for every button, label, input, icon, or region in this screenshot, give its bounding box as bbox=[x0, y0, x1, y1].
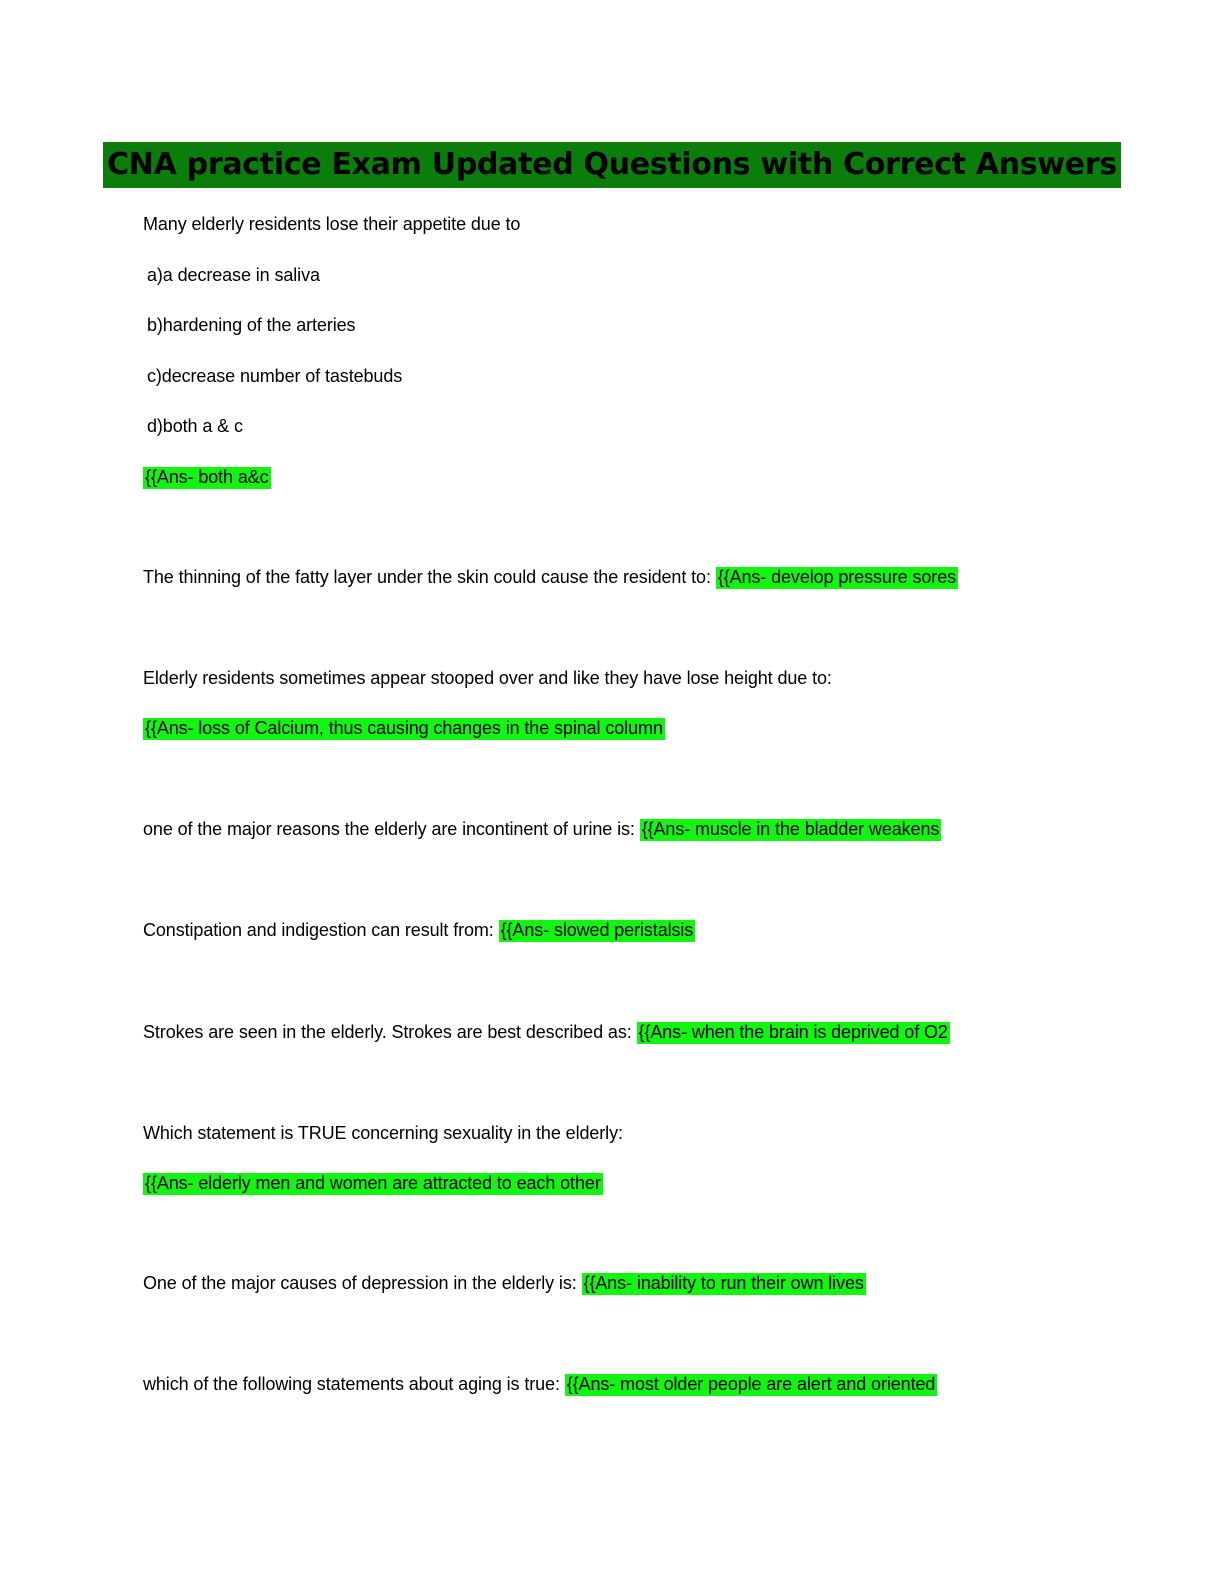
question-9 bbox=[143, 1372, 937, 1396]
answer-highlight: {{Ans- muscle in the bladder weakens bbox=[641, 819, 940, 839]
question-1-answer bbox=[143, 465, 271, 489]
question-text: Many elderly residents lose their appetite due to bbox=[143, 214, 521, 234]
question-5 bbox=[143, 918, 695, 942]
answer-highlight: {{Ans- most older people are alert and oriented bbox=[566, 1374, 936, 1394]
option-text: b)hardening of the arteries bbox=[147, 315, 356, 335]
question-6 bbox=[143, 1020, 950, 1044]
question-text: Elderly residents sometimes appear stooped over and like they have lose height due to: bbox=[143, 668, 832, 688]
question-text: Strokes are seen in the elderly. Strokes are best described as: bbox=[143, 1022, 637, 1042]
question-text: One of the major causes of depression in the elderly is: bbox=[143, 1273, 582, 1293]
answer-highlight: {{Ans- loss of Calcium, thus causing changes in the spinal column bbox=[145, 718, 663, 738]
option-text: a)a decrease in saliva bbox=[147, 265, 320, 285]
answer-highlight: {{Ans- when the brain is deprived of O2 bbox=[638, 1022, 948, 1042]
question-7 bbox=[143, 1121, 623, 1145]
answer-highlight: {{Ans- both a&c bbox=[145, 467, 269, 487]
question-1-option-b bbox=[147, 313, 355, 337]
answer-highlight: {{Ans- elderly men and women are attracted to each other bbox=[145, 1173, 601, 1193]
question-3-answer bbox=[143, 716, 665, 740]
answer-highlight: {{Ans- inability to run their own lives bbox=[583, 1273, 864, 1293]
question-7-answer bbox=[143, 1171, 603, 1195]
title-container bbox=[0, 142, 1224, 188]
option-text: d)both a & c bbox=[147, 416, 243, 436]
document-title: CNA practice Exam Updated Questions with Correct Answers bbox=[103, 142, 1121, 188]
option-text: c)decrease number of tastebuds bbox=[147, 366, 403, 386]
question-1-option-a bbox=[147, 263, 320, 287]
question-3 bbox=[143, 666, 832, 690]
question-text: The thinning of the fatty layer under the skin could cause the resident to: bbox=[143, 567, 716, 587]
question-text: Constipation and indigestion can result from: bbox=[143, 920, 499, 940]
question-1-option-c bbox=[147, 364, 402, 388]
answer-highlight: {{Ans- develop pressure sores bbox=[717, 567, 957, 587]
question-text: Which statement is TRUE concerning sexuality in the elderly: bbox=[143, 1123, 623, 1143]
question-2 bbox=[143, 565, 958, 589]
question-1-option-d bbox=[147, 414, 243, 438]
question-text: one of the major reasons the elderly are incontinent of urine is: bbox=[143, 819, 640, 839]
question-text: which of the following statements about aging is true: bbox=[143, 1374, 565, 1394]
question-1 bbox=[143, 212, 520, 236]
question-4 bbox=[143, 817, 941, 841]
answer-highlight: {{Ans- slowed peristalsis bbox=[500, 920, 694, 940]
question-8 bbox=[143, 1271, 866, 1295]
